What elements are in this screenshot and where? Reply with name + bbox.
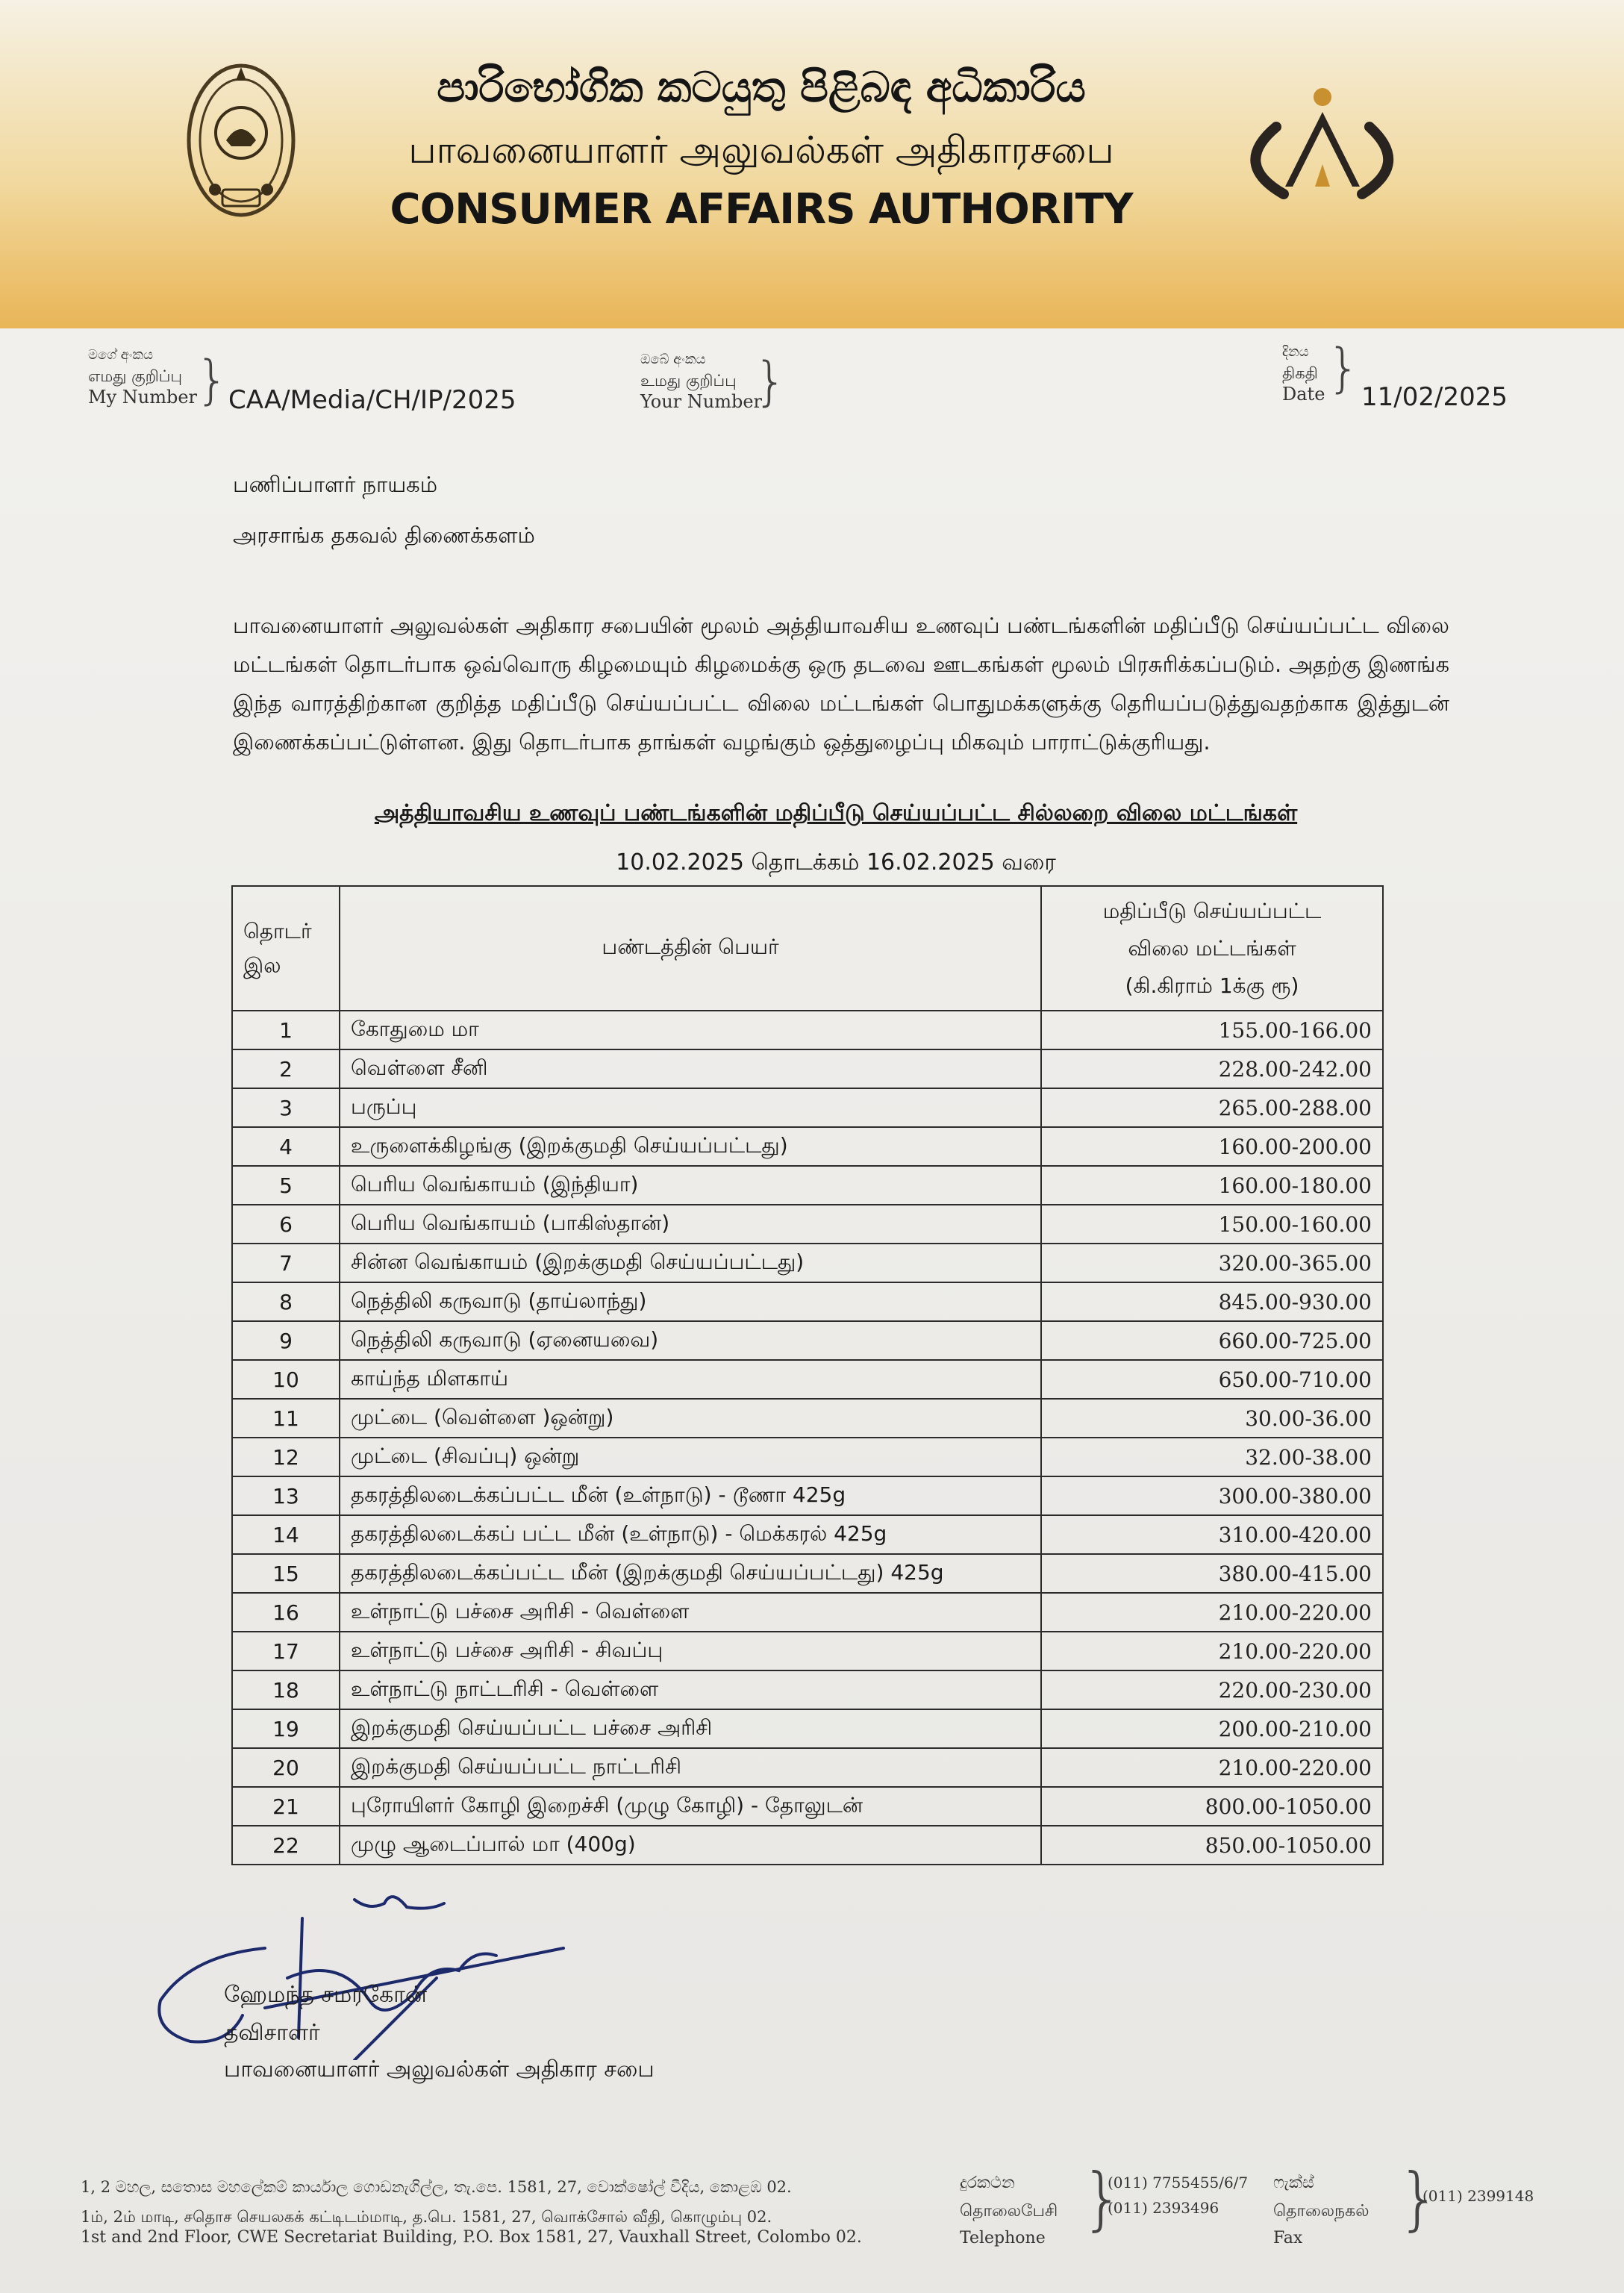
row-item-name: புரோயிளர் கோழி இறைச்சி (முழு கோழி) - தோலுடன் xyxy=(340,1787,1041,1826)
my-number-label: මගේ අංකය எமது குறிப்பு My Number xyxy=(88,347,198,408)
table-row xyxy=(232,1399,1383,1438)
row-price-range: 850.00-1050.00 xyxy=(1041,1826,1383,1865)
fax-label-english: Fax xyxy=(1273,2229,1303,2247)
row-item-name: உருளைக்கிழங்கு (இறக்குமதி செய்யப்பட்டது) xyxy=(340,1127,1041,1166)
row-item-name: இறக்குமதி செய்யப்பட்ட பச்சை அரிசி xyxy=(340,1709,1041,1748)
row-item-name: உள்நாட்டு பச்சை அரிசி - சிவப்பு xyxy=(340,1632,1041,1670)
table-row xyxy=(232,1476,1383,1515)
fax-brace: } xyxy=(1397,2159,1441,2239)
table-row xyxy=(232,1593,1383,1632)
row-price-range: 800.00-1050.00 xyxy=(1041,1787,1383,1826)
price-table xyxy=(231,885,1384,1865)
title-english: CONSUMER AFFAIRS AUTHORITY xyxy=(390,185,1133,234)
row-serial-no: 19 xyxy=(232,1709,340,1748)
table-header-row xyxy=(232,886,1383,1011)
row-price-range: 228.00-242.00 xyxy=(1041,1049,1383,1088)
footer-address-english: 1st and 2nd Floor, CWE Secretariat Building, P.O. Box 1581, 27, Vauxhall Street, Colombo 02. xyxy=(81,2228,862,2247)
table-row xyxy=(232,1205,1383,1244)
row-item-name: உள்நாட்டு பச்சை அரிசி - வெள்ளை xyxy=(340,1593,1041,1632)
telephone-label-english: Telephone xyxy=(960,2229,1046,2247)
row-item-name: காய்ந்த மிளகாய் xyxy=(340,1360,1041,1399)
signatory-title: தவிசாளர் xyxy=(224,2020,320,2046)
row-item-name: தகரத்திலடைக்கப் பட்ட மீன் (உள்நாடு) - மெக்கரல் 425g xyxy=(340,1515,1041,1554)
your-number-brace: } xyxy=(754,351,787,412)
header-price-level: மதிப்பீடு செய்யப்பட்ட விலை மட்டங்கள் (கி.கிராம் 1க்கு ரூ) xyxy=(1041,886,1383,1011)
row-price-range: 650.00-710.00 xyxy=(1041,1360,1383,1399)
row-serial-no: 1 xyxy=(232,1011,340,1049)
row-item-name: முட்டை (வெள்ளை )ஒன்று) xyxy=(340,1399,1041,1438)
row-price-range: 220.00-230.00 xyxy=(1041,1670,1383,1709)
row-item-name: சின்ன வெங்காயம் (இறக்குமதி செய்யப்பட்டது) xyxy=(340,1244,1041,1282)
price-table-body xyxy=(232,1011,1383,1865)
date-range: 10.02.2025 தொடக்கம் 16.02.2025 வரை xyxy=(616,849,1056,876)
row-serial-no: 22 xyxy=(232,1826,340,1865)
row-price-range: 155.00-166.00 xyxy=(1041,1011,1383,1049)
row-serial-no: 4 xyxy=(232,1127,340,1166)
row-price-range: 660.00-725.00 xyxy=(1041,1321,1383,1360)
row-item-name: தகரத்திலடைக்கப்பட்ட மீன் (இறக்குமதி செய்யப்பட்டது) 425g xyxy=(340,1554,1041,1593)
row-serial-no: 5 xyxy=(232,1166,340,1205)
addressee-line-2: அரசாங்க தகவல் திணைக்களம் xyxy=(233,522,535,548)
row-item-name: நெத்திலி கருவாடு (தாய்லாந்து) xyxy=(340,1282,1041,1321)
row-serial-no: 3 xyxy=(232,1088,340,1127)
row-item-name: நெத்திலி கருவாடு (ஏனையவை) xyxy=(340,1321,1041,1360)
signatory-name: ஹேமந்த சமரகோன் xyxy=(224,1982,428,2008)
row-price-range: 210.00-220.00 xyxy=(1041,1593,1383,1632)
row-price-range: 200.00-210.00 xyxy=(1041,1709,1383,1748)
body-paragraph: பாவனையாளர் அலுவல்கள் அதிகார சபையின் மூலம் அத்தியாவசிய உணவுப் பண்டங்களின் மதிப்பீடு செய்யப்பட்ட விலை மட்டங்கள் தொடர்பாக ஒவ்வொரு கிழமையும் கிழமைக்கு ஒரு தடவை ஊடகங்கள் மூலம் பிரசுரிக்கப்படும். அதற்கு இணங்க இந்த வாரத்திற்கான குறித்த மதிப்பீடு செய்யப்பட்ட விலை மட்டங்கள் பொதுமக்களுக்கு தெரியப்படுத்துவதற்காக இத்துடன் இணைக்கப்பட்டுள்ளன. இது தொடர்பாக தாங்கள் வழங்கும் ஒத்துழைப்பு மிகவும் பாராட்டுக்குரியது. xyxy=(233,613,1449,755)
row-item-name: வெள்ளை சீனி xyxy=(340,1049,1041,1088)
telephone-brace: } xyxy=(1081,2159,1125,2239)
date-value: 11/02/2025 xyxy=(1361,382,1508,412)
table-row xyxy=(232,1282,1383,1321)
row-price-range: 320.00-365.00 xyxy=(1041,1244,1383,1282)
table-row xyxy=(232,1632,1383,1670)
table-row xyxy=(232,1244,1383,1282)
fax-number: (011) 2399148 xyxy=(1422,2187,1534,2205)
row-serial-no: 6 xyxy=(232,1205,340,1244)
your-number-label: ඔබේ අංකය உமது குறிப்பு Your Number xyxy=(640,352,763,412)
row-serial-no: 21 xyxy=(232,1787,340,1826)
title-tamil: பாவனையாளர் அலுவல்கள் அதிகாரசபை xyxy=(408,128,1114,172)
row-serial-no: 18 xyxy=(232,1670,340,1709)
row-serial-no: 14 xyxy=(232,1515,340,1554)
table-row xyxy=(232,1088,1383,1127)
table-row xyxy=(232,1049,1383,1088)
row-item-name: பெரிய வெங்காயம் (இந்தியா) xyxy=(340,1166,1041,1205)
row-serial-no: 13 xyxy=(232,1476,340,1515)
row-serial-no: 16 xyxy=(232,1593,340,1632)
table-row xyxy=(232,1515,1383,1554)
signatory-organization: பாவனையாளர் அலுவல்கள் அதிகார சபை xyxy=(224,2056,655,2083)
date-brace: } xyxy=(1327,337,1361,399)
national-emblem-icon xyxy=(185,58,297,222)
row-item-name: முட்டை (சிவப்பு) ஒன்று xyxy=(340,1438,1041,1476)
row-item-name: கோதுமை மா xyxy=(340,1011,1041,1049)
table-row xyxy=(232,1670,1383,1709)
table-row xyxy=(232,1709,1383,1748)
row-serial-no: 9 xyxy=(232,1321,340,1360)
telephone-number-2: (011) 2393496 xyxy=(1108,2199,1219,2217)
row-item-name: முழு ஆடைப்பால் மா (400g) xyxy=(340,1826,1041,1865)
date-label: දිනය திகதி Date xyxy=(1282,344,1325,405)
row-price-range: 210.00-220.00 xyxy=(1041,1632,1383,1670)
footer-address-sinhala: 1, 2 මහල, සතොස මහලේකම් කාර්යාල ගොඩනැගිල්ල, තැ.පෙ. 1581, 27, වොක්ෂෝල් වීදිය, කොළඹ 02. xyxy=(81,2178,792,2196)
row-price-range: 160.00-180.00 xyxy=(1041,1166,1383,1205)
table-title: அத்தியாவசிய உணவுப் பண்டங்களின் மதிப்பீடு செய்யப்பட்ட சில்லறை விலை மட்டங்கள் xyxy=(374,800,1298,826)
row-serial-no: 12 xyxy=(232,1438,340,1476)
table-row xyxy=(232,1787,1383,1826)
fax-label-tamil: தொலைநகல் xyxy=(1273,2202,1370,2221)
row-price-range: 30.00-36.00 xyxy=(1041,1399,1383,1438)
handwritten-signature xyxy=(146,1888,608,2060)
table-row xyxy=(232,1826,1383,1865)
letterhead-band xyxy=(0,0,1624,328)
fax-label-sinhala: ෆැක්ස් xyxy=(1273,2174,1314,2192)
row-serial-no: 7 xyxy=(232,1244,340,1282)
table-row xyxy=(232,1011,1383,1049)
table-row xyxy=(232,1321,1383,1360)
header-item-name: பண்டத்தின் பெயர் xyxy=(340,886,1041,1011)
row-price-range: 845.00-930.00 xyxy=(1041,1282,1383,1321)
row-price-range: 300.00-380.00 xyxy=(1041,1476,1383,1515)
row-serial-no: 15 xyxy=(232,1554,340,1593)
row-price-range: 310.00-420.00 xyxy=(1041,1515,1383,1554)
header-serial-no: தொடர் இல xyxy=(232,886,340,1011)
row-serial-no: 17 xyxy=(232,1632,340,1670)
row-item-name: இறக்குமதி செய்யப்பட்ட நாட்டரிசி xyxy=(340,1748,1041,1787)
footer-address-tamil: 1ம், 2ம் மாடி, சதொச செயலகக் கட்டிடம்மாடி, த.பெ. 1581, 27, வொக்சோல் வீதி, கொழும்பு 02. xyxy=(81,2208,772,2226)
row-price-range: 380.00-415.00 xyxy=(1041,1554,1383,1593)
row-item-name: உள்நாட்டு நாட்டரிசி - வெள்ளை xyxy=(340,1670,1041,1709)
row-item-name: பெரிய வெங்காயம் (பாகிஸ்தான்) xyxy=(340,1205,1041,1244)
row-price-range: 160.00-200.00 xyxy=(1041,1127,1383,1166)
table-row xyxy=(232,1438,1383,1476)
telephone-number-1: (011) 7755455/6/7 xyxy=(1108,2174,1249,2191)
my-number-brace: } xyxy=(196,349,229,411)
my-number-value: CAA/Media/CH/IP/2025 xyxy=(228,385,516,415)
table-row xyxy=(232,1360,1383,1399)
row-serial-no: 2 xyxy=(232,1049,340,1088)
row-item-name: பருப்பு xyxy=(340,1088,1041,1127)
row-item-name: தகரத்திலடைக்கப்பட்ட மீன் (உள்நாடு) - டூணா 425g xyxy=(340,1476,1041,1515)
row-serial-no: 10 xyxy=(232,1360,340,1399)
telephone-label-sinhala: දුරකථන xyxy=(960,2174,1015,2192)
row-price-range: 150.00-160.00 xyxy=(1041,1205,1383,1244)
table-row xyxy=(232,1554,1383,1593)
table-row xyxy=(232,1127,1383,1166)
row-price-range: 210.00-220.00 xyxy=(1041,1748,1383,1787)
caa-logo-icon xyxy=(1231,82,1411,209)
row-serial-no: 11 xyxy=(232,1399,340,1438)
row-serial-no: 8 xyxy=(232,1282,340,1321)
title-sinhala: පාරිභෝගික කටයුතු පිළිබඳ අධිකාරිය xyxy=(437,63,1086,112)
addressee-line-1: பணிப்பாளர் நாயகம் xyxy=(233,472,438,497)
row-serial-no: 20 xyxy=(232,1748,340,1787)
table-row xyxy=(232,1748,1383,1787)
row-price-range: 32.00-38.00 xyxy=(1041,1438,1383,1476)
row-price-range: 265.00-288.00 xyxy=(1041,1088,1383,1127)
telephone-label-tamil: தொலைபேசி xyxy=(960,2202,1058,2221)
table-row xyxy=(232,1166,1383,1205)
